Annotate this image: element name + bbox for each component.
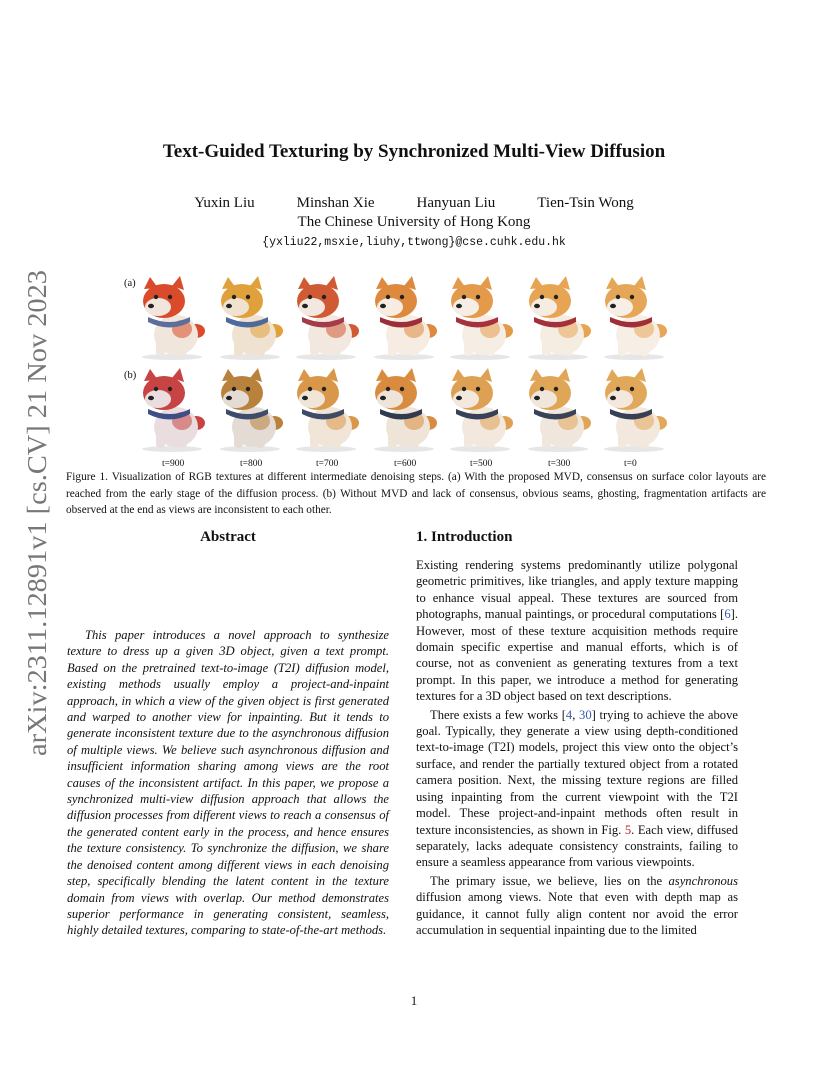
abstract-heading: Abstract <box>200 529 256 545</box>
intro-paragraph-1: Existing rendering systems predominantly utilize polygonal geometric primitives, like triangles, and apply texture mapping to enhance visual appeal. These textures are sourced from photographs, manual paintings, or procedural computations [6]. However, most of these texture acquisition methods require domain specific expertise and manual efforts, which is of course, not as convenient as generating textures from a text prompt. In this paper, we introduce a method for generating textures for a 3D object based on text descriptions. <box>416 558 738 704</box>
intro-paragraph-3: The primary issue, we believe, lies on the asynchronous diffusion among views. Note that even with depth map as guidance, it cannot fully align content nor avoid the error accumulation in sequential inpainting due to the limited <box>416 873 738 937</box>
timestep-label: t=800 <box>240 459 263 469</box>
intro-body <box>416 557 738 940</box>
abstract-body <box>67 627 389 939</box>
timestep-label: t=900 <box>162 459 185 469</box>
timestep-label: t=500 <box>470 459 493 469</box>
dog-render-a-t=800 <box>212 275 286 361</box>
dog-render-b-t=900 <box>134 367 208 453</box>
dog-render-a-t=500 <box>442 275 516 361</box>
figure-link[interactable]: 5 <box>624 822 632 837</box>
figure-caption: Figure 1. Visualization of RGB textures at different intermediate denoising steps. (a) With the proposed MVD, consensus on surface color layouts are reached from the early stage of the diffusion process. (b) Without MVD and lack of consensus, obvious seams, ghosting, fragmentation artifacts are observed at the end as views are inconsistent to each other. <box>66 471 766 516</box>
author-name: Yuxin Liu <box>194 195 255 211</box>
row-label-a: (a) <box>124 278 136 289</box>
citation-link[interactable]: 30 <box>579 707 592 722</box>
dog-render-a-t=600 <box>366 275 440 361</box>
dog-render-b-t=700 <box>288 367 362 453</box>
dog-render-b-t=600 <box>366 367 440 453</box>
timestep-label: t=600 <box>394 459 417 469</box>
timestep-label: t=0 <box>624 459 637 469</box>
dog-render-a-t=900 <box>134 275 208 361</box>
author-name: Tien-Tsin Wong <box>537 195 634 211</box>
dog-render-b-t=300 <box>520 367 594 453</box>
figure-1 <box>120 275 700 471</box>
author-list <box>0 195 828 212</box>
page-number: 1 <box>410 993 418 1008</box>
dog-render-b-t=500 <box>442 367 516 453</box>
intro-heading: 1. Introduction <box>416 529 513 545</box>
dog-render-a-t=300 <box>520 275 594 361</box>
timestep-label: t=300 <box>548 459 571 469</box>
dog-render-b-t=800 <box>212 367 286 453</box>
arxiv-stamp <box>8 268 58 758</box>
intro-paragraph-2: There exists a few works [4, 30] trying to achieve the above goal. Typically, they generate a view using depth-conditioned text-to-image (T2I) models, project this view onto the object’s surface, and render the partially textured object from a rotated camera position. Next, the missing texture regions are filled using inpainting from the current viewpoint with the T2I model. These project-and-inpaint methods often result in texture inconsistencies, as shown in Fig. 5. Each view, diffused separately, lacks adequate consistency constraints, failing to ensure a seamless appearance from various viewpoints. <box>416 707 738 870</box>
citation-link[interactable]: 4 <box>565 707 573 722</box>
affiliation: The Chinese University of Hong Kong <box>297 214 531 230</box>
paper-title: Text-Guided Texturing by Synchronized Multi-View Diffusion <box>162 141 666 162</box>
author-emails: {yxliu22,msxie,liuhy,ttwong}@cse.cuhk.edu.hk <box>262 236 566 249</box>
abstract-text: This paper introduces a novel approach to synthesize texture to dress up a given 3D object, given a text prompt. Based on the pretrained text-to-image (T2I) diffusion model, existing methods usually employ a project-and-inpaint approach, in which a view of the given object is first generated and warped to another view for inpainting. But it tends to generate inconsistent texture due to the asynchronous diffusion of multiple views. We believe such asynchronous diffusion and insufficient information sharing among views are the root causes of the inconsistent artifact. In this paper, we propose a synchronized multi-view diffusion approach that allows the diffusion processes from different views to reach a consensus of the generated content early in the process, and hence ensures the texture consistency. To synchronize the diffusion, we share the denoised content among different views in each denoising step, specifically blending the latent content in the texture domain from views with overlap. Our method demonstrates superior performance in generating consistent, seamless, highly detailed textures, comparing to state-of-the-art methods. <box>67 628 389 938</box>
arxiv-stamp-text: arXiv:2311.12891v1 [cs.CV] 21 Nov 2023 <box>22 293 52 756</box>
dog-render-b-t=0 <box>596 367 670 453</box>
author-name: Minshan Xie <box>296 195 375 211</box>
dog-render-a-t=700 <box>288 275 362 361</box>
citation-link[interactable]: 6 <box>724 607 731 622</box>
dog-render-a-t=0 <box>596 275 670 361</box>
row-label-b: (b) <box>124 370 137 381</box>
author-name: Hanyuan Liu <box>416 195 496 211</box>
timestep-label: t=700 <box>316 459 339 469</box>
